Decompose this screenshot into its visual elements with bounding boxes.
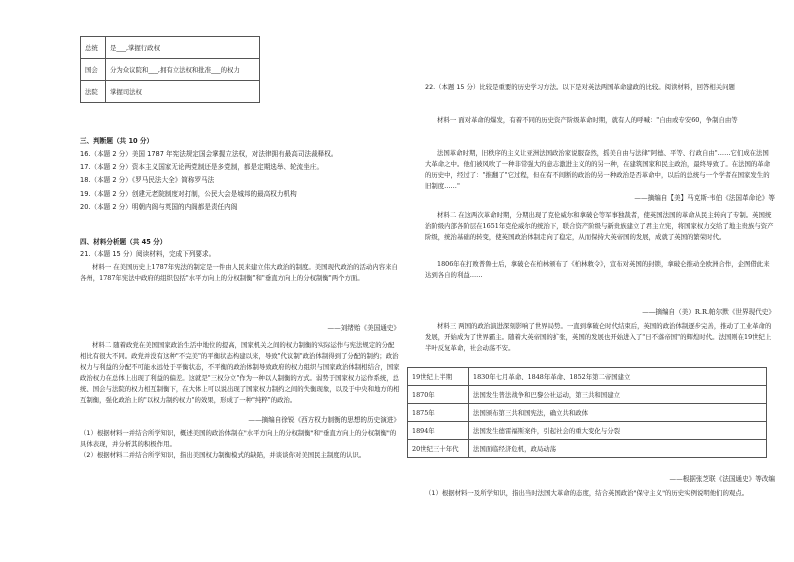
material-1: 材料一 面对革命的爆发，有着不同的历史资产阶级革命时期，就有人的呼喊："自由或专安60，争制自由等 <box>437 116 738 124</box>
material-1-body: 法国革命时期，旧秩序的主义让亚洲法国政治家说服奋然，摇美自由与法律"阿德、平等、行政自由"……它们成在法国大革命之中。他们被风吹了一种非常强大的意志激进主义的的另一种，在建筑国家和民主政治，最终导致了。在法国的革命的历史中，经过了："推翻了"它过程，但在有不间断的政治的另一种政治是否革命中，以后的总统与一个学者在国家发生的旧制度……" <box>425 149 771 190</box>
material-2: 材料二 在这两次革命时期，分期出现了克伦威尔和拿破仑等军事独裁者，使英国法国的革命从民主转向了专制。英国统治阶级内部各阶层在1651年克伦威尔的统治下，联合资产阶级与新贵族建立了君主立宪，将国家权力交给了地主贵族与资产阶级，统治基础的转变，使英国政治体制走向了稳定，从而保持大英帝国的发展，成就了英国的繁荣时代。 <box>425 211 774 241</box>
table-cell-key: 总统 <box>81 37 106 59</box>
judge-item-19: 19.（本题 2 分）创建元老院制度对打制，公民大会是城邦的最高权力机构 <box>80 190 297 198</box>
material-2-source: ——摘编自徐锐《西方权力制衡的思想的历史演进》 <box>248 416 400 424</box>
table-cell-value: 法国面临经济危机，政局动荡 <box>469 440 767 458</box>
table-row <box>81 59 260 81</box>
table-cell-value: 掌握司法权 <box>106 81 260 103</box>
question-21-2: （2）根据材料二并结合所学知识，指出美国权力制衡模式的缺陷，并谈谈你对美国民主制度的认识。 <box>80 451 366 459</box>
table-cell-key: 19世纪上半期 <box>408 368 469 386</box>
table-cell-key: 1894年 <box>408 422 469 440</box>
judge-item-16: 16.（本题 2 分）美国 1787 年宪法规定国会掌握立法权，对法律拥有最高司法裁释权。 <box>80 150 338 158</box>
table-row <box>81 81 260 103</box>
table-row <box>81 37 260 59</box>
judge-item-17: 17.（本题 2 分）资本主义国家无论两党制还是多党制，都是定期选举、轮流坐庄。 <box>80 163 324 171</box>
table-cell-value: 法国发生德雷福斯案件，引起社会的重大变化与分裂 <box>469 422 767 440</box>
material-3: 材料三 两国的政治演进深刻影响了世界局势。一直到拿破仑时代结束后，英国的政治体制逐步完善，推动了工业革命的发展，开始成为了世界霸主。随着大英帝国的扩张，英国的发展也开始进入了"日不落帝国"的辉煌时代。法国则在19世纪上半叶反复革命，社会动荡不安。 <box>425 322 772 352</box>
judge-item-18: 18.（本题 2 分）《罗马民法大全》简称罗马法 <box>80 176 215 184</box>
judge-item-20: 20.（本题 2 分）明朝内阁与英国的内阁都是责任内阁 <box>80 203 238 211</box>
table-cell-key: 1875年 <box>408 404 469 422</box>
table-cell-value: 1830年七月革命、1848年革命、1852年第二帝国建立 <box>469 368 767 386</box>
question-21-heading: 21.（本题 15 分）阅读材料，完成下列要求。 <box>80 250 216 258</box>
table-cell-key: 法院 <box>81 81 106 103</box>
france-timeline-table <box>407 367 767 458</box>
table-cell-key: 1870年 <box>408 386 469 404</box>
question-22-1: （1）根据材料一及所学知识，指出当时法国大革命的态度，结合英国政治"保守主义"的历史实例说明他们的观点。 <box>425 489 749 497</box>
table-row <box>408 422 767 440</box>
material-2: 材料二 随着政党在美国国家政治生活中地位的提高，国家机关之间的权力制衡的实际运作与宪法规定的分配相比有很大不同。政党并没有这种"不完美"的平衡状态构建以来，导致"代议制"政治体制得到了分配的制约；政治权力与利益的分配不可能永远处于平衡状态，不平衡的政治体制导致政府的权力组织与国家政治体制相结合，国家政治权力在总体上出现了利益的偏差。这就是"三权分立"作为一种以人制衡的方式。弱势于国家权力运作系统，总统、国会与法院的权力相互制衡下，在大体上可以说出现了国家权力制约之间的失衡现象，以及于中央和地方的相互制衡，强化政治上的"以权力制约权力"的效果，形成了一种"纯粹"的政治。 <box>80 341 400 404</box>
table-row <box>408 368 767 386</box>
table-row <box>408 404 767 422</box>
material-1-source: ——刘绪贻《美国通史》 <box>327 324 400 332</box>
material-1-source: ——摘编自【美】马克斯·韦伯《法国革命论》等 <box>634 194 775 202</box>
question-21-1: （1）根据材料一并结合所学知识，概述美国的政治体制在"水平方向上的分权制衡"和"垂直方向上的分权制衡"的具体表现，并分析其的积极作用。 <box>80 429 397 448</box>
table-row <box>408 386 767 404</box>
table-cell-value: 是___,掌握行政权 <box>106 37 260 59</box>
section-3-title: 三、判断题（共 10 分） <box>80 137 154 145</box>
table-cell-key: 国会 <box>81 59 106 81</box>
material-2-source: ——摘编自（美）R.R.帕尔默《世界现代史》 <box>642 308 775 316</box>
table-cell-value: 分为众议院和___,拥有立法权和批准___的权力 <box>106 59 260 81</box>
question-22-heading: 22.（本题 15 分）比较是重要的历史学习方法。以下是对英法两国革命建政的比较。阅读材料，回答相关问题 <box>425 83 735 91</box>
table-row <box>408 440 767 458</box>
section-4-title: 四、材料分析题（共 45 分） <box>80 238 167 246</box>
table-source: ——根据张芝联《法国通史》等改编 <box>669 475 775 483</box>
table-cell-value: 法国发生普法战争和巴黎公社运动，第三共和国建立 <box>469 386 767 404</box>
material-2-body: 1806年在打败普鲁士后，拿破仑在柏林颁布了《柏林敕令》，宣布对英国的封锁，拿破仑推动全欧洲合作，企图借此来达到各自的利益…… <box>425 260 770 279</box>
table-cell-value: 法国颁布第三共和国宪法，确立共和政体 <box>469 404 767 422</box>
institutions-table <box>80 36 260 103</box>
material-1: 材料一 在美国历史上1787年宪法的制定是一件由人民来建立伟大政治的制度。美国现代政治的活动内容来自各州，1787年宪法中政府的组织包括"水平方向上的分权制衡"和"垂直方向上的分权制衡"两个方面。 <box>80 263 398 282</box>
table-cell-key: 20世纪三十年代 <box>408 440 469 458</box>
